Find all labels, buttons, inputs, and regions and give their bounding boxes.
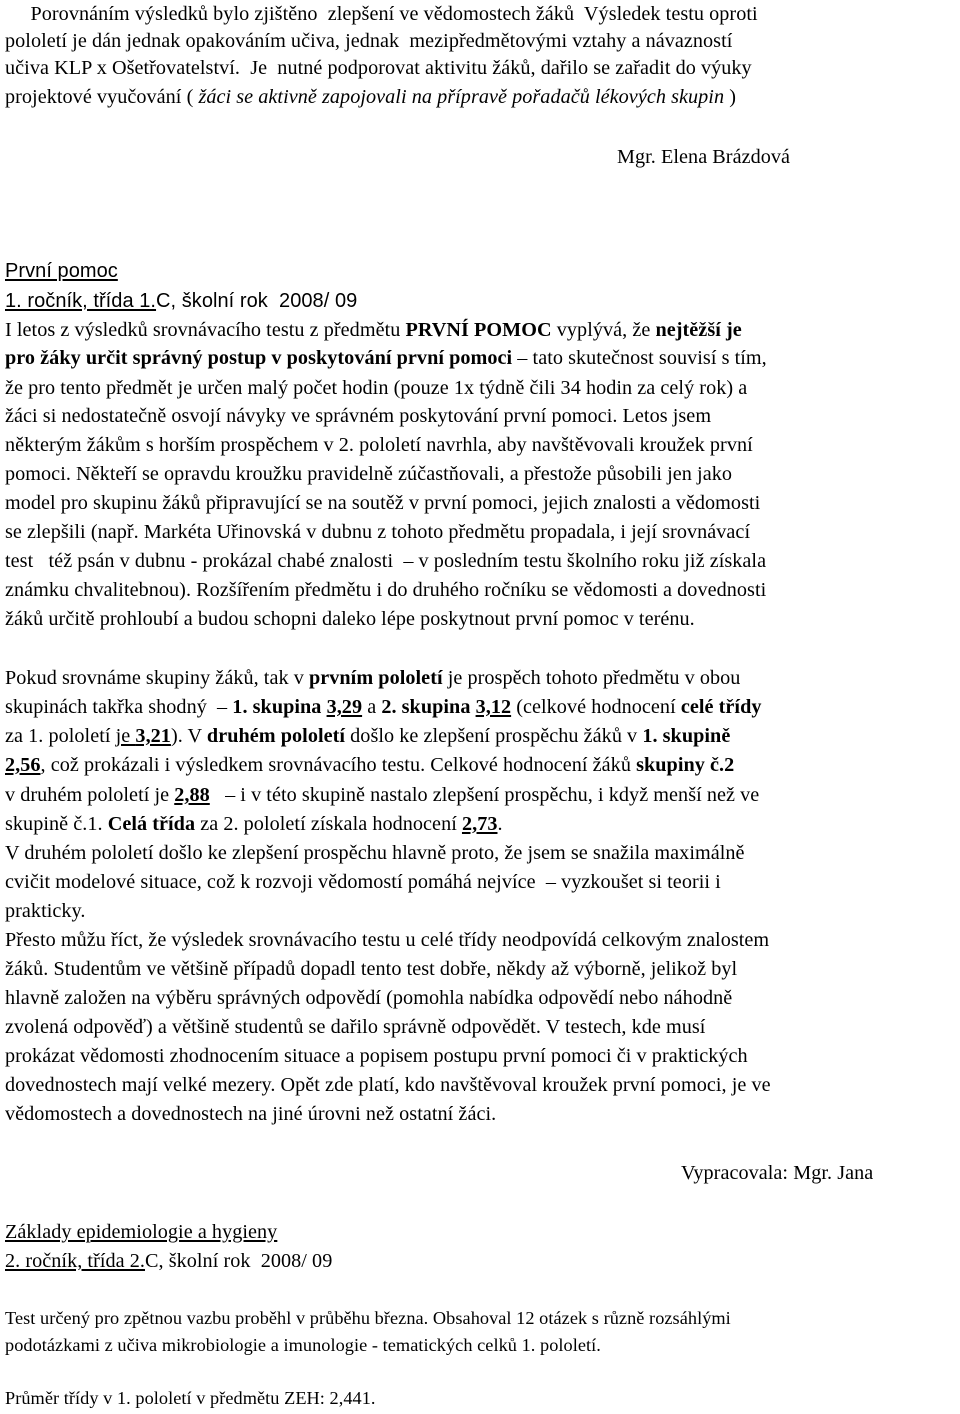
text-line-24: skupině č.1. Celá třída za 2. pololetí získala hodnocení 2,73. — [5, 813, 503, 835]
text-line-20: skupinách takřka shodný – 1. skupina 3,29 a 2. skupina 3,12 (celkové hodnocení celé třídy — [5, 696, 762, 718]
text-line-22: 2,56, což prokázali i výsledkem srovnávacího testu. Celkové hodnocení žáků skupiny č.2 — [5, 754, 735, 776]
text-line-34: vědomostech a dovednostech na jiné úrovni než ostatní žáci. — [5, 1103, 497, 1125]
text-line-15: se zlepšili (např. Markéta Uřinovská v dubnu z tohoto předmětu propadala, i její srovnávací — [5, 521, 751, 543]
text-line-36: Základy epidemiologie a hygieny — [5, 1221, 278, 1243]
text-line-37: 2. ročník, třída 2.C, školní rok 2008/ 09 — [5, 1250, 333, 1272]
text-line-4: projektové vyučování ( žáci se aktivně zapojovali na přípravě pořadačů lékových skupin ) — [5, 86, 736, 108]
text-line-12: některým žákům s horším prospěchem v 2. pololetí navrhla, aby navštěvovali kroužek první — [5, 434, 753, 456]
text-line-38: Test určený pro zpětnou vazbu proběhl v průběhu března. Obsahoval 12 otázek s různě rozsáhlými — [5, 1308, 731, 1328]
text-line-40: Průměr třídy v 1. pololetí v předmětu ZEH: 2,441. — [5, 1388, 376, 1408]
text-line-23: v druhém pololetí je 2,88 – i v této skupině nastalo zlepšení prospěchu, i když menší než ve — [5, 784, 760, 806]
text-line-2: pololetí je dán jednak opakováním učiva, jednak mezipředmětovými vztahy a návazností — [5, 30, 733, 52]
text-line-28: Přesto můžu říct, že výsledek srovnávacího testu u celé třídy neodpovídá celkovým znalostem — [5, 929, 770, 951]
text-line-1: Porovnáním výsledků bylo zjištěno zlepšení ve vědomostech žáků Výsledek testu oproti — [5, 3, 758, 25]
text-line-6: První pomoc — [5, 260, 118, 282]
text-line-13: pomoci. Někteří se opravdu kroužku pravidelně zúčastňovali, a přestože působili jen jako — [5, 463, 732, 485]
text-line-33: dovednostech mají velké mezery. Opět zde platí, kdo navštěvoval kroužek první pomoci, je ve — [5, 1074, 771, 1096]
text-line-19: Pokud srovnáme skupiny žáků, tak v prvním pololetí je prospěch tohoto předmětu v obou — [5, 667, 741, 689]
text-line-17: známku chvalitebnou). Rozšířením předmětu i do druhého ročníku se vědomosti a dovednosti — [5, 579, 767, 601]
text-line-3: učiva KLP x Ošetřovatelství. Je nutné podporovat aktivitu žáků, dařilo se zařadit do výuky — [5, 57, 752, 79]
text-line-18: žáků určitě prohloubí a budou schopni daleko lépe poskytnout první pomoc v terénu. — [5, 608, 695, 630]
text-line-9: pro žáky určit správný postup v poskytování první pomoci – tato skutečnost souvisí s tím, — [5, 347, 767, 369]
text-line-32: prokázat vědomosti zhodnocením situace a popisem postupu první pomoci či v praktických — [5, 1045, 748, 1067]
text-line-7: 1. ročník, třída 1.C, školní rok 2008/ 09 — [5, 290, 358, 312]
text-line-5: Mgr. Elena Brázdová — [617, 146, 791, 168]
text-line-11: žáci si nedostatečně osvojí návyky ve správném poskytování první pomoci. Letos jsem — [5, 405, 712, 427]
text-line-29: žáků. Studentům ve většině případů dopadl tento test dobře, někdy až výborně, jelikož byl — [5, 958, 738, 980]
text-line-16: test též psán v dubnu - prokázal chabé znalosti – v posledním testu školního roku již získala — [5, 550, 767, 572]
text-line-21: za 1. pololetí je 3,21). V druhém pololetí došlo ke zlepšení prospěchu žáků v 1. skupině — [5, 725, 731, 747]
text-line-39: podotázkami z učiva mikrobiologie a imunologie - tematických celků 1. pololetí. — [5, 1335, 601, 1355]
text-line-35: Vypracovala: Mgr. Jana — [681, 1162, 874, 1184]
text-line-31: zvolená odpověď) a většině studentů se dařilo správně odpovědět. V testech, kde musí — [5, 1016, 706, 1038]
text-line-25: V druhém pololetí došlo ke zlepšení prospěchu hlavně proto, že jsem se snažila maximálně — [5, 842, 745, 864]
text-line-8: I letos z výsledků srovnávacího testu z předmětu PRVNÍ POMOC vyplývá, že nejtěžší je — [5, 319, 742, 341]
text-line-26: cvičit modelové situace, což k rozvoji vědomostí pomáhá nejvíce – vyzkoušet si teorii i — [5, 871, 721, 893]
text-line-30: hlavně založen na výběru správných odpovědí (pomohla nabídka odpovědí nebo náhodně — [5, 987, 733, 1009]
text-line-10: že pro tento předmět je určen malý počet hodin (pouze 1x týdně čili 34 hodin za celý rok) a — [5, 377, 748, 399]
text-line-14: model pro skupinu žáků připravující se na soutěž v první pomoci, jejich znalosti a vědomosti — [5, 492, 761, 514]
text-line-27: prakticky. — [5, 900, 86, 922]
